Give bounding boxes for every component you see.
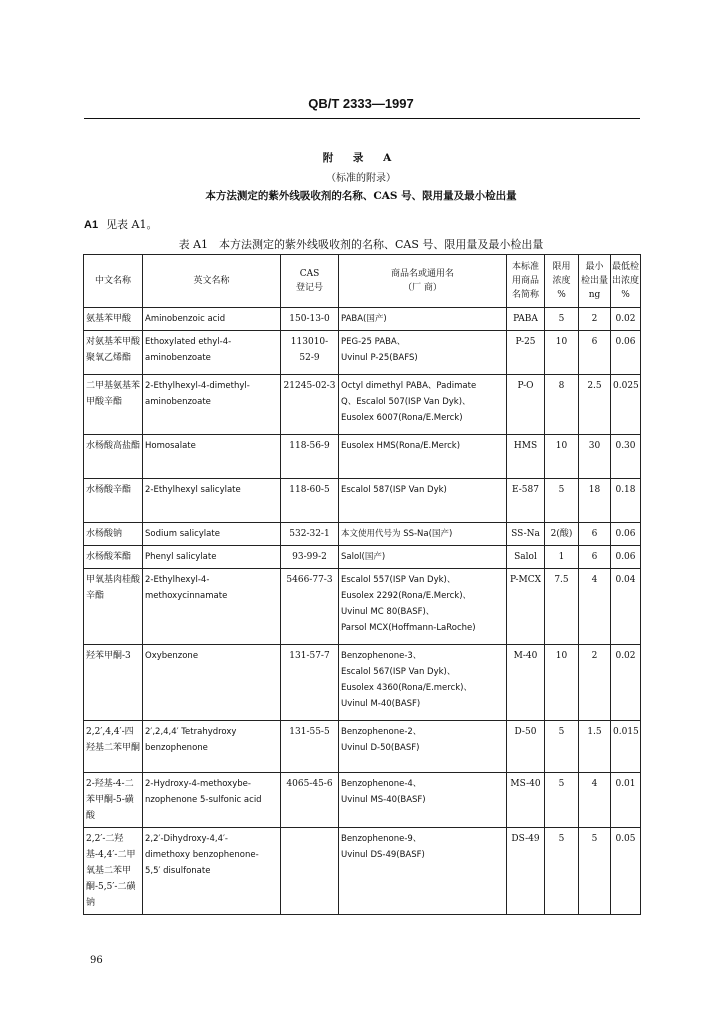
header-cas-line: 登记号 xyxy=(295,283,323,293)
cell-limit: 5 xyxy=(545,308,579,331)
cell-english-name xyxy=(143,479,281,523)
cell-abbreviation: P-O xyxy=(507,375,545,435)
cell-min-detect-amount: 4 xyxy=(579,773,611,828)
cell-english-name-line: 2-Ethylhexyl salicylate xyxy=(145,485,241,495)
cell-min-detect-conc: 0.30 xyxy=(611,435,641,479)
cell-english-name-line: Ethoxylated ethyl-4- xyxy=(145,337,232,347)
header-trade-name xyxy=(339,255,507,308)
cell-cas xyxy=(281,375,339,435)
cell-english-name-line: 2′,2,4,4′ Tetrahydroxy xyxy=(145,727,237,737)
standard-code: QB/T 2333—1997 xyxy=(308,96,414,111)
header-limit-line: 限用 xyxy=(552,262,571,272)
cell-abbreviation: MS-40 xyxy=(507,773,545,828)
cell-english-name xyxy=(143,569,281,645)
cell-trade-name-line: Q、Escalol 507(ISP Van Dyk)、 xyxy=(341,397,471,407)
section-text: 见表 A1。 xyxy=(106,218,158,231)
cell-trade-name xyxy=(339,773,507,828)
cell-abbreviation: D-50 xyxy=(507,721,545,773)
cell-min-detect-amount: 30 xyxy=(579,435,611,479)
cell-min-detect-conc: 0.01 xyxy=(611,773,641,828)
cell-cas xyxy=(281,645,339,721)
cell-limit: 10 xyxy=(545,645,579,721)
header-cas xyxy=(281,255,339,308)
cell-cas-line: 118-56-9 xyxy=(289,441,330,451)
cell-limit: 5 xyxy=(545,773,579,828)
cell-trade-name-line: Octyl dimethyl PABA、Padimate xyxy=(341,381,477,391)
cell-min-detect-conc: 0.02 xyxy=(611,308,641,331)
cell-chinese-name: 水杨酸钠 xyxy=(84,523,143,546)
cell-abbreviation: PABA xyxy=(507,308,545,331)
cell-cas-line: 532-32-1 xyxy=(289,529,330,539)
cell-trade-name-line: Parsol MCX(Hoffmann-LaRoche) xyxy=(341,623,476,633)
header-trade-line: 商品名或通用名 xyxy=(390,269,454,279)
header-cas-line: CAS xyxy=(299,269,320,279)
cell-english-name-line: methoxycinnamate xyxy=(145,591,228,601)
cell-trade-name-line: Uvinul MS-40(BASF) xyxy=(341,795,426,805)
cell-limit: 10 xyxy=(545,435,579,479)
header-abbreviation xyxy=(507,255,545,308)
cell-trade-name-line: Benzophenone-9、 xyxy=(341,834,422,844)
cell-trade-name-line: Uvinul D-50(BASF) xyxy=(341,743,420,753)
header-mdc-line: 出浓度 xyxy=(612,276,640,286)
header-limit xyxy=(545,255,579,308)
cell-min-detect-conc: 0.06 xyxy=(611,331,641,375)
header-trade-line: （厂 商） xyxy=(403,283,442,293)
cell-min-detect-amount: 4 xyxy=(579,569,611,645)
cell-english-name-line: aminobenzoate xyxy=(145,353,211,363)
cell-trade-name-line: Escalol 557(ISP Van Dyk)、 xyxy=(341,575,456,585)
cell-trade-name xyxy=(339,435,507,479)
cell-english-name-line: Homosalate xyxy=(145,441,196,451)
cell-abbreviation: E-587 xyxy=(507,479,545,523)
cell-abbreviation: Salol xyxy=(507,546,545,569)
cell-cas-line: 131-57-7 xyxy=(289,651,330,661)
cell-min-detect-amount: 6 xyxy=(579,331,611,375)
cell-limit: 1 xyxy=(545,546,579,569)
cell-trade-name xyxy=(339,828,507,915)
cell-chinese-name: 水杨酸苯酯 xyxy=(84,546,143,569)
cell-english-name xyxy=(143,546,281,569)
cell-english-name-line: benzophenone xyxy=(145,743,208,753)
header-chinese-name: 中文名称 xyxy=(84,255,143,308)
cell-english-name xyxy=(143,773,281,828)
cell-trade-name-line: Benzophenone-4、 xyxy=(341,779,422,789)
cell-trade-name xyxy=(339,523,507,546)
cell-cas-line: 150-13-0 xyxy=(289,314,330,324)
cell-trade-name-line: Benzophenone-2、 xyxy=(341,727,422,737)
cell-english-name-line: Aminobenzoic acid xyxy=(145,314,226,324)
cell-cas xyxy=(281,331,339,375)
cell-min-detect-amount: 6 xyxy=(579,546,611,569)
header-abbr-line: 用商品 xyxy=(511,276,539,286)
header-min-detect-conc xyxy=(611,255,641,308)
cell-cas xyxy=(281,828,339,915)
cell-abbreviation: M-40 xyxy=(507,645,545,721)
appendix-title: 附 录 A xyxy=(322,152,400,164)
header-min-detect-amount xyxy=(579,255,611,308)
header-english-name: 英文名称 xyxy=(143,255,281,308)
cell-chinese-name: 二甲基氨基苯甲酸辛酯 xyxy=(84,375,143,435)
cell-english-name xyxy=(143,645,281,721)
cell-english-name xyxy=(143,523,281,546)
cell-min-detect-amount: 1.5 xyxy=(579,721,611,773)
cell-trade-name-line: Salol(国产) xyxy=(341,552,386,562)
cell-min-detect-conc: 0.04 xyxy=(611,569,641,645)
table-row xyxy=(84,546,641,569)
appendix-subtitle: （标准的附录） xyxy=(326,173,396,184)
cell-english-name-line: 2-Hydroxy-4-methoxybe- xyxy=(145,779,251,789)
cell-limit: 5 xyxy=(545,828,579,915)
cell-cas-line: 4065-45-6 xyxy=(286,779,333,789)
cell-english-name-line: aminobenzoate xyxy=(145,397,211,407)
header-mdc-line: % xyxy=(621,290,630,300)
cell-chinese-name: 水杨酸高盐酯 xyxy=(84,435,143,479)
cell-trade-name xyxy=(339,308,507,331)
header-mdl-line: ng xyxy=(588,290,601,300)
cell-min-detect-conc: 0.06 xyxy=(611,523,641,546)
cell-english-name-line: 2-Ethylhexyl-4- xyxy=(145,575,210,585)
cell-chinese-name: 2,2′,4,4′-四羟基二苯甲酮 xyxy=(84,721,143,773)
cell-trade-name-line: PEG-25 PABA、 xyxy=(341,337,406,347)
cell-min-detect-conc: 0.06 xyxy=(611,546,641,569)
cell-trade-name-line: Uvinul M-40(BASF) xyxy=(341,699,421,709)
cell-abbreviation: P-25 xyxy=(507,331,545,375)
table-row xyxy=(84,773,641,828)
cell-min-detect-amount: 2 xyxy=(579,308,611,331)
header-abbr-line: 本标准 xyxy=(511,262,539,272)
cell-min-detect-conc: 0.18 xyxy=(611,479,641,523)
cell-trade-name xyxy=(339,375,507,435)
cell-english-name xyxy=(143,308,281,331)
header-rule xyxy=(84,118,640,119)
cell-trade-name-line: PABA(国产) xyxy=(341,314,387,324)
cell-min-detect-conc: 0.015 xyxy=(611,721,641,773)
cell-english-name-line: Oxybenzone xyxy=(145,651,199,661)
cell-english-name xyxy=(143,721,281,773)
cell-trade-name-line: Uvinul DS-49(BASF) xyxy=(341,850,425,860)
cell-cas-line: 131-55-5 xyxy=(289,727,330,737)
cell-english-name-line: 2-Ethylhexyl-4-dimethyl- xyxy=(145,381,250,391)
cell-abbreviation: P-MCX xyxy=(507,569,545,645)
cell-chinese-name: 2-羟基-4-二苯甲酮-5-磺酸 xyxy=(84,773,143,828)
cell-cas xyxy=(281,435,339,479)
table-header-row xyxy=(84,255,641,308)
page-number: 96 xyxy=(90,955,103,966)
cell-min-detect-amount: 2.5 xyxy=(579,375,611,435)
header-limit-line: % xyxy=(557,290,566,300)
cell-english-name-line: nzophenone 5-sulfonic acid xyxy=(145,795,262,805)
cell-cas xyxy=(281,523,339,546)
cell-trade-name xyxy=(339,479,507,523)
cell-english-name xyxy=(143,828,281,915)
cell-limit: 2(酸) xyxy=(545,523,579,546)
cell-min-detect-conc: 0.05 xyxy=(611,828,641,915)
cell-limit: 5 xyxy=(545,479,579,523)
cell-cas-line: 93-99-2 xyxy=(292,552,327,562)
table-row xyxy=(84,375,641,435)
table-row xyxy=(84,645,641,721)
cell-chinese-name: 羟苯甲酮-3 xyxy=(84,645,143,721)
cell-cas xyxy=(281,308,339,331)
cell-english-name xyxy=(143,435,281,479)
cell-english-name-line: dimethoxy benzophenone- xyxy=(145,850,259,860)
cell-trade-name-line: 本文使用代号为 SS-Na(国产) xyxy=(341,529,453,539)
cell-trade-name-line: Uvinul P-25(BAFS) xyxy=(341,353,418,363)
cell-trade-name-line: Eusolex 4360(Rona/E.merck)、 xyxy=(341,683,472,693)
cell-trade-name xyxy=(339,546,507,569)
uv-absorber-table xyxy=(83,254,641,915)
cell-cas-line: 21245-02-3 xyxy=(283,381,336,391)
cell-chinese-name: 氨基苯甲酸 xyxy=(84,308,143,331)
cell-english-name xyxy=(143,375,281,435)
cell-english-name xyxy=(143,331,281,375)
cell-min-detect-amount: 2 xyxy=(579,645,611,721)
section-label: A1 xyxy=(84,219,99,231)
cell-min-detect-conc: 0.02 xyxy=(611,645,641,721)
table-row xyxy=(84,721,641,773)
cell-min-detect-amount: 18 xyxy=(579,479,611,523)
cell-trade-name xyxy=(339,645,507,721)
cell-abbreviation: SS-Na xyxy=(507,523,545,546)
header-mdc-line: 最低检 xyxy=(612,262,640,272)
table-row xyxy=(84,331,641,375)
cell-trade-name-line: Escalol 567(ISP Van Dyk)、 xyxy=(341,667,456,677)
cell-english-name-line: 5,5′ disulfonate xyxy=(145,866,211,876)
cell-min-detect-amount: 5 xyxy=(579,828,611,915)
header-mdl-line: 最小 xyxy=(585,262,604,272)
cell-english-name-line: Sodium salicylate xyxy=(145,529,220,539)
cell-trade-name-line: Uvinul MC 80(BASF)、 xyxy=(341,607,435,617)
cell-cas xyxy=(281,546,339,569)
cell-min-detect-amount: 6 xyxy=(579,523,611,546)
table-row xyxy=(84,569,641,645)
cell-cas-line: 5466-77-3 xyxy=(286,575,333,585)
table-caption: 表 A1 本方法测定的紫外线吸收剂的名称、CAS 号、限用量及最小检出量 xyxy=(178,238,544,251)
table-row xyxy=(84,308,641,331)
cell-limit: 5 xyxy=(545,721,579,773)
header-limit-line: 浓度 xyxy=(552,276,571,286)
cell-min-detect-conc: 0.025 xyxy=(611,375,641,435)
cell-limit: 10 xyxy=(545,331,579,375)
cell-trade-name xyxy=(339,331,507,375)
cell-cas xyxy=(281,773,339,828)
cell-trade-name-line: Eusolex 6007(Rona/E.Merck) xyxy=(341,413,463,423)
cell-trade-name xyxy=(339,721,507,773)
cell-trade-name xyxy=(339,569,507,645)
cell-limit: 7.5 xyxy=(545,569,579,645)
cell-chinese-name: 2,2′-二羟基-4,4′-二甲氧基二苯甲酮-5,5′-二磺钠 xyxy=(84,828,143,915)
table-body xyxy=(84,308,641,915)
cell-trade-name-line: Eusolex 2292(Rona/E.Merck)、 xyxy=(341,591,472,601)
cell-cas xyxy=(281,479,339,523)
appendix-heading: 本方法测定的紫外线吸收剂的名称、CAS 号、限用量及最小检出量 xyxy=(205,190,517,202)
table-row xyxy=(84,828,641,915)
header-mdl-line: 检出量 xyxy=(580,276,608,286)
table-row xyxy=(84,435,641,479)
cell-cas-line: 113010- xyxy=(290,337,329,347)
cell-cas xyxy=(281,569,339,645)
cell-english-name-line: 2,2′-Dihydroxy-4,4′- xyxy=(145,834,228,844)
cell-cas-line: 52-9 xyxy=(299,353,320,363)
cell-trade-name-line: Eusolex HMS(Rona/E.Merck) xyxy=(341,441,461,451)
cell-chinese-name: 对氨基苯甲酸聚氧乙烯酯 xyxy=(84,331,143,375)
table-row xyxy=(84,479,641,523)
cell-trade-name-line: Escalol 587(ISP Van Dyk) xyxy=(341,485,447,495)
cell-trade-name-line: Benzophenone-3、 xyxy=(341,651,422,661)
cell-abbreviation: HMS xyxy=(507,435,545,479)
cell-cas-line: 118-60-5 xyxy=(289,485,330,495)
cell-chinese-name: 甲氧基肉桂酸辛酯 xyxy=(84,569,143,645)
cell-limit: 8 xyxy=(545,375,579,435)
cell-chinese-name: 水杨酸辛酯 xyxy=(84,479,143,523)
table-row xyxy=(84,523,641,546)
cell-english-name-line: Phenyl salicylate xyxy=(145,552,217,562)
header-abbr-line: 名简称 xyxy=(511,290,539,300)
cell-cas xyxy=(281,721,339,773)
section-a1 xyxy=(84,216,158,232)
cell-abbreviation: DS-49 xyxy=(507,828,545,915)
